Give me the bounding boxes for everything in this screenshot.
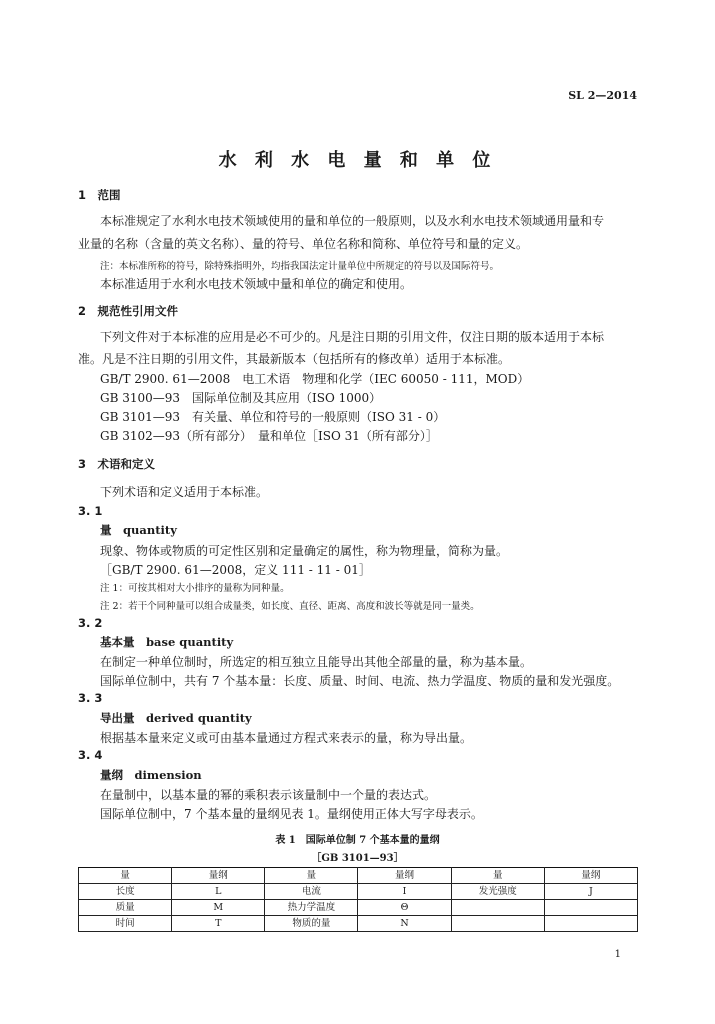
table-cell: Θ: [358, 900, 451, 916]
document-code: SL 2—2014: [568, 89, 637, 102]
page-title: 水 利 水 电 量 和 单 位: [218, 150, 497, 171]
clause-3-1-number: 3. 1: [78, 504, 103, 518]
section-1-para-1b: 业量的名称（含量的英文名称）、量的符号、单位名称和简称、单位符号和量的定义。: [78, 237, 529, 251]
table-cell: N: [358, 916, 451, 932]
clause-3-2-number: 3. 2: [78, 616, 103, 630]
table-caption: 表 1 国际单位制 7 个基本量的量纲: [275, 835, 440, 846]
table-cell: 热力学温度: [265, 900, 358, 916]
section-2-para-1b: 准。凡是不注日期的引用文件，其最新版本（包括所有的修改单）适用于本标准。: [78, 352, 511, 366]
dimension-table: [78, 867, 638, 932]
section-3-heading: 3 术语和定义: [78, 457, 156, 471]
reference-item: GB/T 2900. 61—2008 电工术语 物理和化学（IEC 60050 - 111，MOD）: [100, 372, 530, 386]
clause-3-3-definition: 根据基本量来定义或可由基本量通过方程式来表示的量，称为导出量。: [100, 731, 473, 745]
section-3-intro: 下列术语和定义适用于本标准。: [100, 485, 269, 499]
clause-3-3-term: 导出量 derived quantity: [100, 711, 252, 725]
table-cell: [544, 900, 637, 916]
table-row: [79, 884, 638, 900]
clause-3-2-term: 基本量 base quantity: [100, 635, 234, 649]
section-2-heading: 2 规范性引用文件: [78, 304, 179, 318]
page-number: 1: [614, 949, 621, 960]
table-cell: 时间: [79, 916, 172, 932]
table-cell: I: [358, 884, 451, 900]
section-1-para-1a: 本标准规定了水利水电技术领域使用的量和单位的一般原则，以及水利水电技术领域通用量和专: [100, 214, 605, 228]
table-header-cell: 量: [451, 868, 544, 884]
table-cell: 长度: [79, 884, 172, 900]
table-cell: L: [172, 884, 265, 900]
section-1-para-2: 本标准适用于水利水电技术领域中量和单位的确定和使用。: [100, 277, 413, 291]
table-header-row: [79, 868, 638, 884]
table-row: [79, 916, 638, 932]
table-row: [79, 900, 638, 916]
clause-3-4-definition-1: 在量制中，以基本量的幂的乘积表示该量制中一个量的表达式。: [100, 788, 437, 802]
clause-3-2-definition-1: 在制定一种单位制时，所选定的相互独立且能导出其他全部量的量，称为基本量。: [100, 655, 533, 669]
table-cell: T: [172, 916, 265, 932]
clause-3-4-definition-2: 国际单位制中，7 个基本量的量纲见表 1。量纲使用正体大写字母表示。: [100, 807, 483, 821]
table-subcaption: ［GB 3101—93］: [311, 853, 404, 864]
table-header-cell: 量: [265, 868, 358, 884]
table-cell: M: [172, 900, 265, 916]
table-header-cell: 量纲: [358, 868, 451, 884]
table-header-cell: 量纲: [172, 868, 265, 884]
section-2-para-1a: 下列文件对于本标准的应用是必不可少的。凡是注日期的引用文件，仅注日期的版本适用于本标: [100, 330, 605, 344]
table-header-cell: 量纲: [544, 868, 637, 884]
table-cell: 发光强度: [451, 884, 544, 900]
table-header-cell: 量: [79, 868, 172, 884]
table-cell: [451, 900, 544, 916]
table-cell: 电流: [265, 884, 358, 900]
reference-item: GB 3102—93（所有部分） 量和单位［ISO 31（所有部分）］: [100, 429, 438, 443]
clause-3-4-term: 量纲 dimension: [100, 768, 202, 782]
clause-3-3-number: 3. 3: [78, 691, 103, 705]
clause-3-4-number: 3. 4: [78, 748, 103, 762]
reference-item: GB 3101—93 有关量、单位和符号的一般原则（ISO 31 - 0）: [100, 410, 446, 424]
clause-3-2-definition-2: 国际单位制中，共有 7 个基本量：长度、质量、时间、电流、热力学温度、物质的量和发光强度。: [100, 674, 620, 688]
table-cell: [544, 916, 637, 932]
clause-3-1-reference: ［GB/T 2900. 61—2008，定义 111 - 11 - 01］: [100, 563, 371, 577]
clause-3-1-note-2: 注 2：若干个同种量可以组合成量类，如长度、直径、距离、高度和波长等就是同一量类。: [100, 601, 480, 612]
table-cell: J: [544, 884, 637, 900]
clause-3-1-term: 量 quantity: [100, 523, 177, 537]
table-cell: [451, 916, 544, 932]
table-cell: 质量: [79, 900, 172, 916]
section-1-note: 注：本标准所称的符号，除特殊指明外，均指我国法定计量单位中所规定的符号以及国际符号。: [100, 261, 500, 272]
clause-3-1-note-1: 注 1：可按其相对大小排序的量称为同种量。: [100, 583, 290, 594]
section-1-heading: 1 范围: [78, 188, 121, 202]
table-cell: 物质的量: [265, 916, 358, 932]
reference-item: GB 3100—93 国际单位制及其应用（ISO 1000）: [100, 391, 382, 405]
clause-3-1-definition: 现象、物体或物质的可定性区别和定量确定的属性，称为物理量，简称为量。: [100, 544, 509, 558]
